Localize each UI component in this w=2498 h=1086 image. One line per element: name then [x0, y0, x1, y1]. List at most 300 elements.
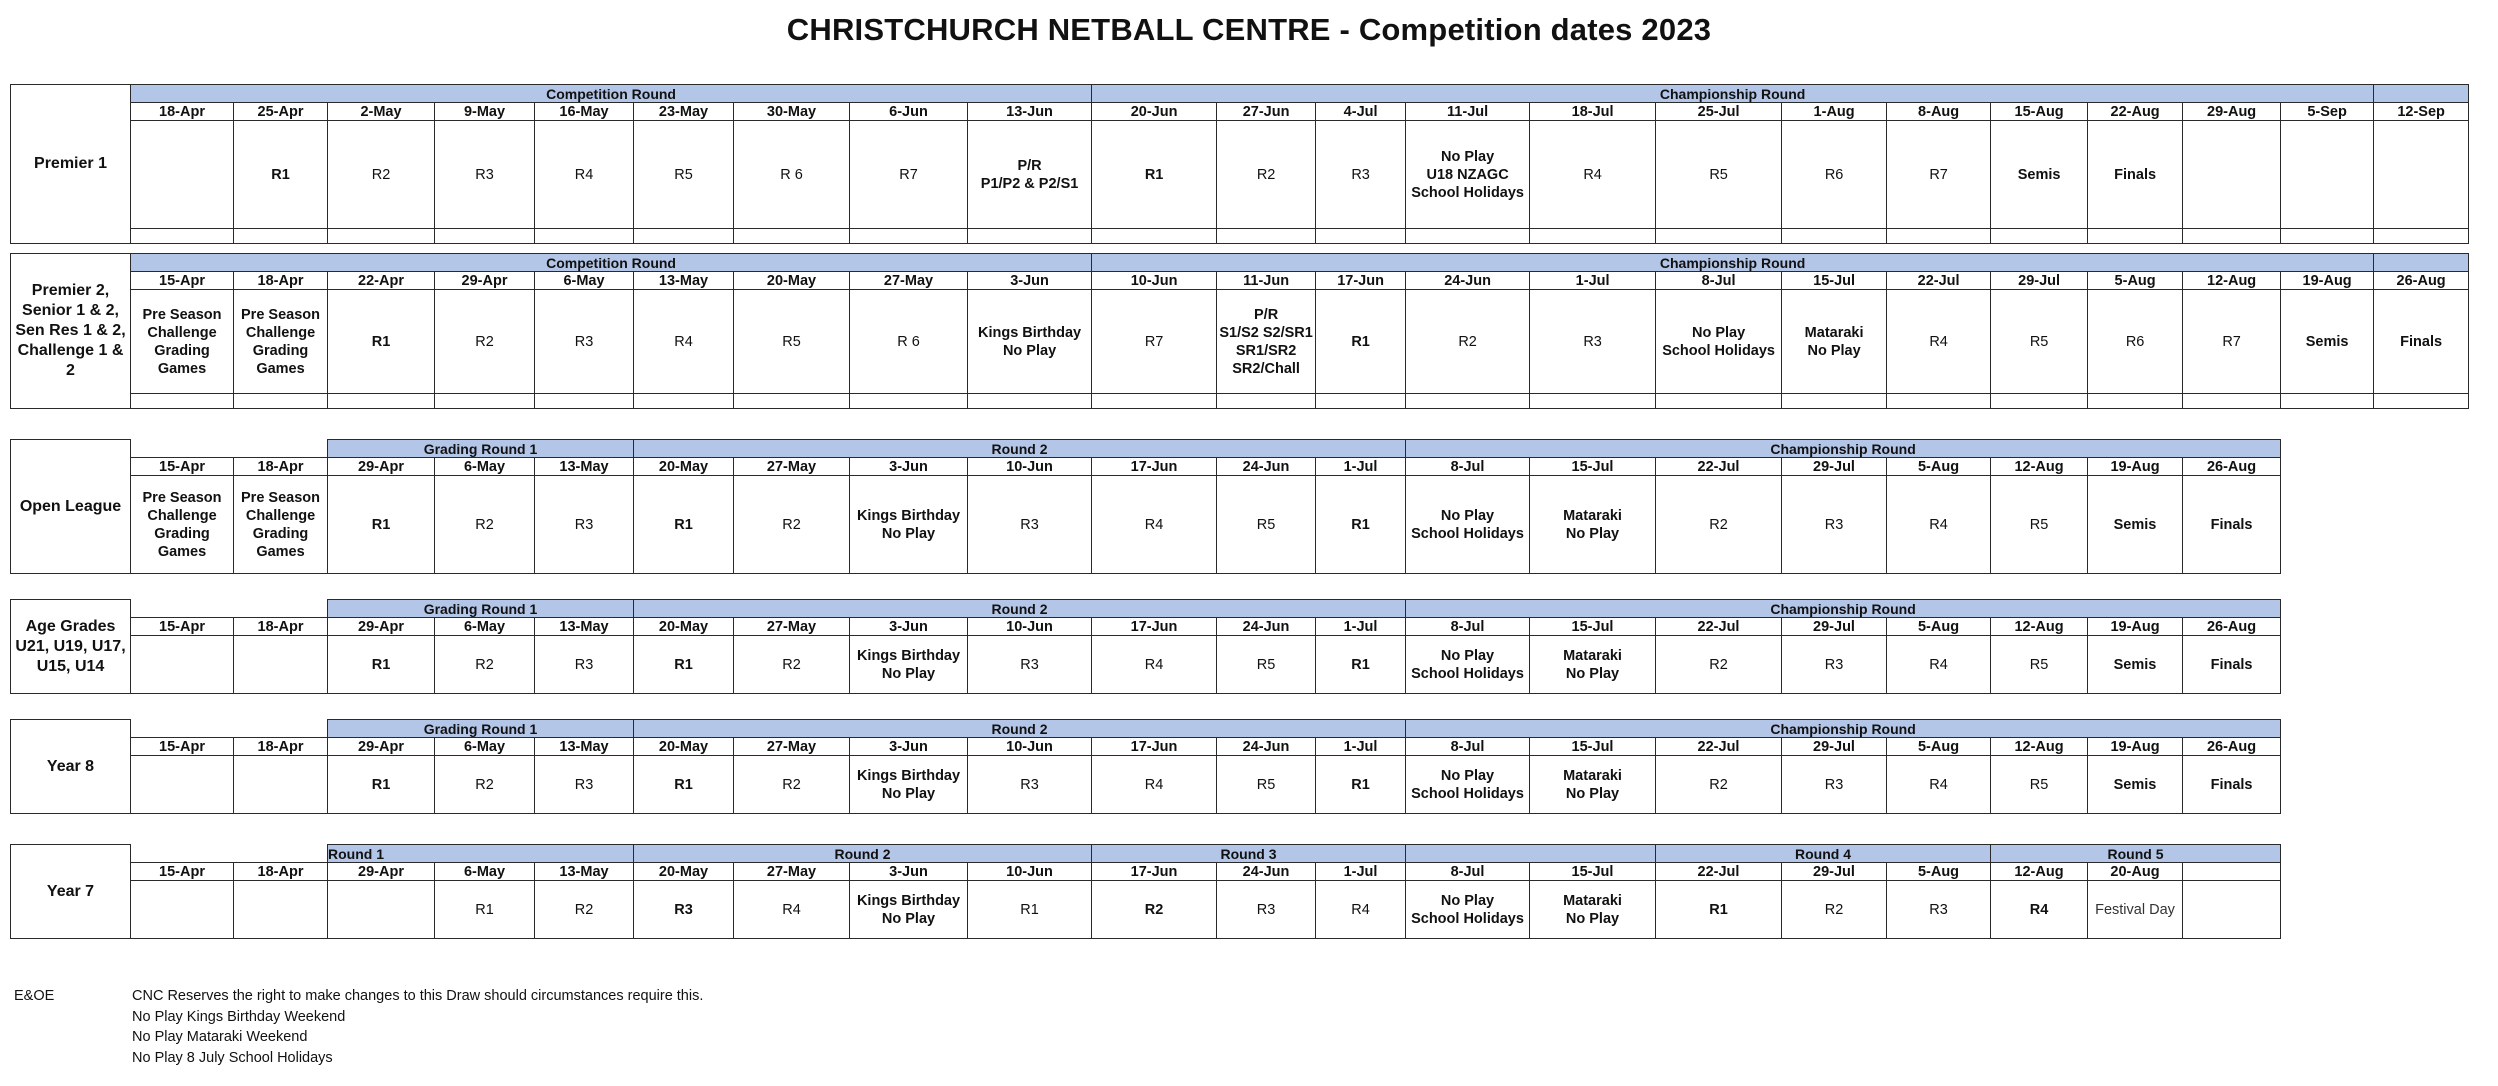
date-header: 26-Aug	[2183, 618, 2281, 636]
fixture-cell	[2183, 121, 2281, 229]
fixture-cell: R4	[1887, 290, 1991, 394]
fixture-cell: R1	[328, 636, 435, 694]
round-header: Championship Round	[1092, 254, 2374, 272]
footer-note: CNC Reserves the right to make changes to this Draw should circumstances require this.	[132, 988, 704, 1004]
fixture-cell: Semis	[2088, 636, 2183, 694]
date-header	[2183, 863, 2281, 881]
date-header: 29-Jul	[1782, 618, 1887, 636]
spacer-cell	[535, 394, 634, 409]
date-header: 13-May	[535, 618, 634, 636]
date-header: 13-May	[535, 738, 634, 756]
date-header: 12-Aug	[1991, 458, 2088, 476]
fixture-cell: R 6	[850, 290, 968, 394]
fixture-cell: Pre Season Challenge Grading Games	[131, 476, 234, 574]
fixture-cell: R1	[1092, 121, 1217, 229]
date-header: 18-Apr	[234, 272, 328, 290]
date-header: 1-Jul	[1316, 458, 1406, 476]
round-header: Grading Round 1	[328, 600, 634, 618]
date-header: 20-May	[734, 272, 850, 290]
footer-notes-list	[132, 986, 703, 1068]
fixture-cell: R2	[535, 881, 634, 939]
fixture-cell: R5	[1991, 636, 2088, 694]
fixture-cell: R3	[535, 636, 634, 694]
spacer-cell	[1406, 394, 1530, 409]
date-header: 25-Jul	[1656, 103, 1782, 121]
date-header: 15-Jul	[1530, 863, 1656, 881]
spacer-cell	[2281, 229, 2374, 244]
date-header: 3-Jun	[850, 458, 968, 476]
fixture-cell: R5	[634, 121, 734, 229]
round-header: Championship Round	[1406, 720, 2281, 738]
date-header: 5-Aug	[1887, 618, 1991, 636]
date-header: 6-May	[435, 458, 535, 476]
spacer-cell	[1782, 394, 1887, 409]
fixture-cell: R2	[435, 476, 535, 574]
date-header: 22-Jul	[1656, 618, 1782, 636]
competition-label: Open League	[11, 440, 131, 574]
fixture-cell: No Play School Holidays	[1406, 881, 1530, 939]
fixture-cell: R5	[734, 290, 850, 394]
date-header: 15-Apr	[131, 863, 234, 881]
fixture-cell: R3	[968, 756, 1092, 814]
date-header: 5-Aug	[1887, 458, 1991, 476]
date-header: 2-May	[328, 103, 435, 121]
fixture-cell: Festival Day	[2088, 881, 2183, 939]
fixture-cell: R4	[1991, 881, 2088, 939]
round-header: Round 2	[634, 440, 1406, 458]
round-header: Round 3	[1092, 845, 1406, 863]
date-header: 4-Jul	[1316, 103, 1406, 121]
date-header: 8-Aug	[1887, 103, 1991, 121]
header-gap	[131, 600, 328, 618]
spacer-cell	[850, 229, 968, 244]
fixture-cell: R5	[1991, 476, 2088, 574]
round-header: Championship Round	[1092, 85, 2374, 103]
date-header: 15-Apr	[131, 738, 234, 756]
spacer-cell	[328, 229, 435, 244]
schedule-table	[10, 719, 2281, 814]
fixture-cell: Mataraki No Play	[1530, 476, 1656, 574]
fixture-cell	[234, 636, 328, 694]
competition-label: Year 7	[11, 845, 131, 939]
fixture-cell: R3	[1530, 290, 1656, 394]
spacer-cell	[1887, 394, 1991, 409]
fixture-cell: R4	[1887, 756, 1991, 814]
spacer-cell	[131, 229, 234, 244]
date-header: 25-Apr	[234, 103, 328, 121]
spacer-cell	[968, 394, 1092, 409]
date-header: 20-Jun	[1092, 103, 1217, 121]
date-header: 24-Jun	[1217, 618, 1316, 636]
date-header: 22-Jul	[1656, 458, 1782, 476]
date-header: 6-May	[535, 272, 634, 290]
fixture-cell: Kings Birthday No Play	[850, 881, 968, 939]
fixture-cell: R1	[634, 756, 734, 814]
fixture-cell: R2	[435, 636, 535, 694]
age-grades-schedule	[10, 599, 2281, 694]
date-header: 22-Jul	[1656, 863, 1782, 881]
fixture-cell: R7	[1887, 121, 1991, 229]
spacer-cell	[634, 229, 734, 244]
fixture-cell: R4	[1092, 756, 1217, 814]
round-header: Championship Round	[1406, 600, 2281, 618]
date-header: 17-Jun	[1092, 863, 1217, 881]
date-header: 27-May	[734, 863, 850, 881]
date-header: 29-Jul	[1782, 738, 1887, 756]
date-header: 27-May	[734, 458, 850, 476]
date-header: 17-Jun	[1092, 458, 1217, 476]
spacer-cell	[1991, 229, 2088, 244]
date-header: 5-Sep	[2281, 103, 2374, 121]
fixture-cell: Mataraki No Play	[1530, 881, 1656, 939]
spacer-cell	[2183, 229, 2281, 244]
fixture-cell	[328, 881, 435, 939]
fixture-cell	[2281, 121, 2374, 229]
date-header: 30-May	[734, 103, 850, 121]
fixture-cell: Pre Season Challenge Grading Games	[234, 290, 328, 394]
spacer-cell	[1656, 229, 1782, 244]
date-header: 19-Aug	[2088, 458, 2183, 476]
footer-note: No Play Mataraki Weekend	[132, 1029, 308, 1045]
date-header: 26-Aug	[2183, 738, 2281, 756]
fixture-cell	[234, 756, 328, 814]
date-header: 29-Apr	[328, 863, 435, 881]
date-header: 29-Jul	[1782, 458, 1887, 476]
fixture-cell: R2	[435, 290, 535, 394]
spacer-cell	[1530, 229, 1656, 244]
spacer-cell	[234, 229, 328, 244]
fixture-cell: Semis	[2088, 756, 2183, 814]
round-header	[2374, 85, 2469, 103]
fixture-cell: R1	[328, 290, 435, 394]
date-header: 20-May	[634, 618, 734, 636]
fixture-cell: R5	[1656, 121, 1782, 229]
fixture-cell: No Play School Holidays	[1406, 636, 1530, 694]
header-gap	[131, 845, 328, 863]
spacer-cell	[1656, 394, 1782, 409]
fixture-cell: R2	[1656, 756, 1782, 814]
date-header: 11-Jun	[1217, 272, 1316, 290]
fixture-cell: R3	[535, 756, 634, 814]
date-header: 5-Aug	[2088, 272, 2183, 290]
fixture-cell	[2183, 881, 2281, 939]
fixture-cell: R4	[535, 121, 634, 229]
round-header: Round 4	[1656, 845, 1991, 863]
year-7-schedule	[10, 844, 2281, 939]
schedule-table	[10, 84, 2469, 244]
fixture-cell: Kings Birthday No Play	[968, 290, 1092, 394]
date-header: 6-May	[435, 738, 535, 756]
fixture-cell: Finals	[2374, 290, 2469, 394]
eoe-label: E&OE	[14, 988, 55, 1004]
date-header: 12-Sep	[2374, 103, 2469, 121]
fixture-cell: Finals	[2183, 756, 2281, 814]
fixture-cell: Pre Season Challenge Grading Games	[234, 476, 328, 574]
spacer-cell	[850, 394, 968, 409]
fixture-cell	[131, 756, 234, 814]
fixture-cell: R2	[734, 636, 850, 694]
date-header: 29-Apr	[328, 458, 435, 476]
spacer-cell	[2088, 394, 2183, 409]
footer-note: No Play 8 July School Holidays	[132, 1049, 333, 1066]
fixture-cell: Finals	[2088, 121, 2183, 229]
date-header: 3-Jun	[850, 863, 968, 881]
schedule-table	[10, 439, 2281, 574]
fixture-cell: P/R P1/P2 & P2/S1	[968, 121, 1092, 229]
date-header: 20-May	[634, 738, 734, 756]
year-8-schedule	[10, 719, 2281, 814]
spacer-cell	[1092, 394, 1217, 409]
fixture-cell: R1	[328, 476, 435, 574]
fixture-cell: R4	[1092, 476, 1217, 574]
date-header: 29-Apr	[435, 272, 535, 290]
round-header: Round 1	[328, 845, 634, 863]
date-header: 27-May	[734, 738, 850, 756]
spacer-cell	[1406, 229, 1530, 244]
spacer-cell	[2374, 394, 2469, 409]
fixture-cell: No Play U18 NZAGC School Holidays	[1406, 121, 1530, 229]
competition-label: Year 8	[11, 720, 131, 814]
spacer-cell	[734, 394, 850, 409]
date-header: 27-Jun	[1217, 103, 1316, 121]
date-header: 8-Jul	[1406, 738, 1530, 756]
spacer-cell	[328, 394, 435, 409]
date-header: 18-Apr	[234, 618, 328, 636]
fixture-cell: Kings Birthday No Play	[850, 756, 968, 814]
spacer-cell	[234, 394, 328, 409]
date-header: 13-May	[634, 272, 734, 290]
spacer-cell	[1092, 229, 1217, 244]
fixture-cell: R5	[1217, 756, 1316, 814]
date-header: 24-Jun	[1217, 458, 1316, 476]
date-header: 20-May	[634, 863, 734, 881]
date-header: 29-Apr	[328, 618, 435, 636]
date-header: 26-Aug	[2374, 272, 2469, 290]
fixture-cell: R7	[850, 121, 968, 229]
fixture-cell: R2	[1217, 121, 1316, 229]
premier-1-schedule	[10, 84, 2469, 244]
date-header: 17-Jun	[1316, 272, 1406, 290]
fixture-cell: R6	[2088, 290, 2183, 394]
spacer-cell	[2088, 229, 2183, 244]
date-header: 29-Jul	[1782, 863, 1887, 881]
fixture-cell: Mataraki No Play	[1530, 756, 1656, 814]
fixture-cell: R4	[1316, 881, 1406, 939]
fixture-cell: R1	[1316, 756, 1406, 814]
fixture-cell: Mataraki No Play	[1782, 290, 1887, 394]
fixture-cell	[2374, 121, 2469, 229]
date-header: 12-Aug	[1991, 618, 2088, 636]
date-header: 10-Jun	[968, 458, 1092, 476]
fixture-cell: R1	[328, 756, 435, 814]
date-header: 19-Aug	[2088, 738, 2183, 756]
header-gap	[131, 440, 328, 458]
fixture-cell: R5	[1991, 756, 2088, 814]
fixture-cell: R2	[1092, 881, 1217, 939]
fixture-cell: R4	[1530, 121, 1656, 229]
fixture-cell: R4	[1887, 636, 1991, 694]
spacer-cell	[734, 229, 850, 244]
date-header: 18-Apr	[234, 738, 328, 756]
round-header	[1406, 845, 1656, 863]
date-header: 3-Jun	[850, 738, 968, 756]
fixture-cell: R7	[1092, 290, 1217, 394]
round-header: Round 2	[634, 600, 1406, 618]
fixture-cell: No Play School Holidays	[1406, 476, 1530, 574]
fixture-cell	[131, 636, 234, 694]
spacer-cell	[131, 394, 234, 409]
fixture-cell	[234, 881, 328, 939]
date-header: 17-Jun	[1092, 738, 1217, 756]
fixture-cell: R3	[1887, 881, 1991, 939]
fixture-cell: No Play School Holidays	[1656, 290, 1782, 394]
spacer-cell	[1782, 229, 1887, 244]
fixture-cell: P/R S1/S2 S2/SR1 SR1/SR2 SR2/Chall	[1217, 290, 1316, 394]
date-header: 13-May	[535, 458, 634, 476]
fixture-cell: R2	[1656, 636, 1782, 694]
footer-note: No Play Kings Birthday Weekend	[132, 1008, 346, 1025]
fixture-cell: R 6	[734, 121, 850, 229]
spacer-cell	[1217, 394, 1316, 409]
fixture-cell: R2	[1406, 290, 1530, 394]
fixture-cell: R3	[634, 881, 734, 939]
fixture-cell: R1	[1316, 636, 1406, 694]
fixture-cell: R5	[1991, 290, 2088, 394]
date-header: 22-Jul	[1656, 738, 1782, 756]
competition-label: Premier 1	[11, 85, 131, 244]
fixture-cell: R2	[1782, 881, 1887, 939]
date-header: 22-Aug	[2088, 103, 2183, 121]
date-header: 11-Jul	[1406, 103, 1530, 121]
spacer-cell	[634, 394, 734, 409]
date-header: 1-Jul	[1530, 272, 1656, 290]
fixture-cell: Semis	[2281, 290, 2374, 394]
fixture-cell: No Play School Holidays	[1406, 756, 1530, 814]
fixture-cell: R6	[1782, 121, 1887, 229]
fixture-cell	[131, 121, 234, 229]
date-header: 27-May	[734, 618, 850, 636]
date-header: 6-May	[435, 863, 535, 881]
date-header: 13-Jun	[968, 103, 1092, 121]
fixture-cell: R7	[2183, 290, 2281, 394]
round-header: Championship Round	[1406, 440, 2281, 458]
date-header: 20-Aug	[2088, 863, 2183, 881]
date-header: 10-Jun	[968, 738, 1092, 756]
fixture-cell: Finals	[2183, 636, 2281, 694]
round-header: Competition Round	[131, 85, 1092, 103]
date-header: 12-Aug	[2183, 272, 2281, 290]
fixture-cell: Kings Birthday No Play	[850, 476, 968, 574]
date-header: 17-Jun	[1092, 618, 1217, 636]
date-header: 10-Jun	[968, 863, 1092, 881]
spacer-cell	[2374, 229, 2469, 244]
fixture-cell: R2	[734, 756, 850, 814]
fixture-cell: R5	[1217, 476, 1316, 574]
date-header: 29-Apr	[328, 738, 435, 756]
fixture-cell: R3	[1782, 756, 1887, 814]
fixture-cell: R1	[1656, 881, 1782, 939]
fixture-cell: R2	[328, 121, 435, 229]
date-header: 29-Aug	[2183, 103, 2281, 121]
fixture-cell: Kings Birthday No Play	[850, 636, 968, 694]
date-header: 18-Apr	[234, 458, 328, 476]
spacer-cell	[1887, 229, 1991, 244]
round-header: Grading Round 1	[328, 440, 634, 458]
schedule-table	[10, 253, 2469, 409]
fixture-cell: R3	[535, 290, 634, 394]
competition-label: Age Grades U21, U19, U17, U15, U14	[11, 600, 131, 694]
date-header: 1-Jul	[1316, 863, 1406, 881]
date-header: 24-Jun	[1217, 863, 1316, 881]
spacer-cell	[968, 229, 1092, 244]
fixture-cell: R3	[535, 476, 634, 574]
spacer-cell	[2183, 394, 2281, 409]
fixture-cell: R3	[968, 476, 1092, 574]
date-header: 19-Aug	[2088, 618, 2183, 636]
date-header: 12-Aug	[1991, 738, 2088, 756]
date-header: 26-Aug	[2183, 458, 2281, 476]
fixture-cell: R1	[435, 881, 535, 939]
date-header: 3-Jun	[850, 618, 968, 636]
fixture-cell: R1	[968, 881, 1092, 939]
spacer-cell	[1530, 394, 1656, 409]
fixture-cell: R1	[1316, 290, 1406, 394]
date-header: 1-Jul	[1316, 618, 1406, 636]
round-header	[2374, 254, 2469, 272]
date-header: 24-Jun	[1217, 738, 1316, 756]
date-header: 24-Jun	[1406, 272, 1530, 290]
date-header: 27-May	[850, 272, 968, 290]
spacer-cell	[2281, 394, 2374, 409]
round-header: Grading Round 1	[328, 720, 634, 738]
date-header: 15-Jul	[1530, 458, 1656, 476]
fixture-cell: Finals	[2183, 476, 2281, 574]
date-header: 6-May	[435, 618, 535, 636]
date-header: 18-Apr	[234, 863, 328, 881]
fixture-cell: Pre Season Challenge Grading Games	[131, 290, 234, 394]
fixture-cell: R3	[968, 636, 1092, 694]
date-header: 20-May	[634, 458, 734, 476]
date-header: 5-Aug	[1887, 738, 1991, 756]
date-header: 22-Apr	[328, 272, 435, 290]
date-header: 1-Jul	[1316, 738, 1406, 756]
date-header: 15-Jul	[1530, 738, 1656, 756]
date-header: 9-May	[435, 103, 535, 121]
round-header: Round 5	[1991, 845, 2281, 863]
fixture-cell: R2	[1656, 476, 1782, 574]
fixture-cell: R5	[1217, 636, 1316, 694]
date-header: 8-Jul	[1406, 458, 1530, 476]
spacer-cell	[435, 229, 535, 244]
fixture-cell: R3	[1217, 881, 1316, 939]
spacer-cell	[1316, 229, 1406, 244]
header-gap	[131, 720, 328, 738]
fixture-cell: Semis	[2088, 476, 2183, 574]
date-header: 8-Jul	[1656, 272, 1782, 290]
fixture-cell: Semis	[1991, 121, 2088, 229]
date-header: 3-Jun	[968, 272, 1092, 290]
date-header: 16-May	[535, 103, 634, 121]
fixture-cell: R1	[234, 121, 328, 229]
fixture-cell: R2	[435, 756, 535, 814]
round-header: Round 2	[634, 720, 1406, 738]
open-league-schedule	[10, 439, 2281, 574]
date-header: 10-Jun	[968, 618, 1092, 636]
date-header: 13-May	[535, 863, 634, 881]
date-header: 6-Jun	[850, 103, 968, 121]
date-header: 29-Jul	[1991, 272, 2088, 290]
date-header: 15-Apr	[131, 618, 234, 636]
